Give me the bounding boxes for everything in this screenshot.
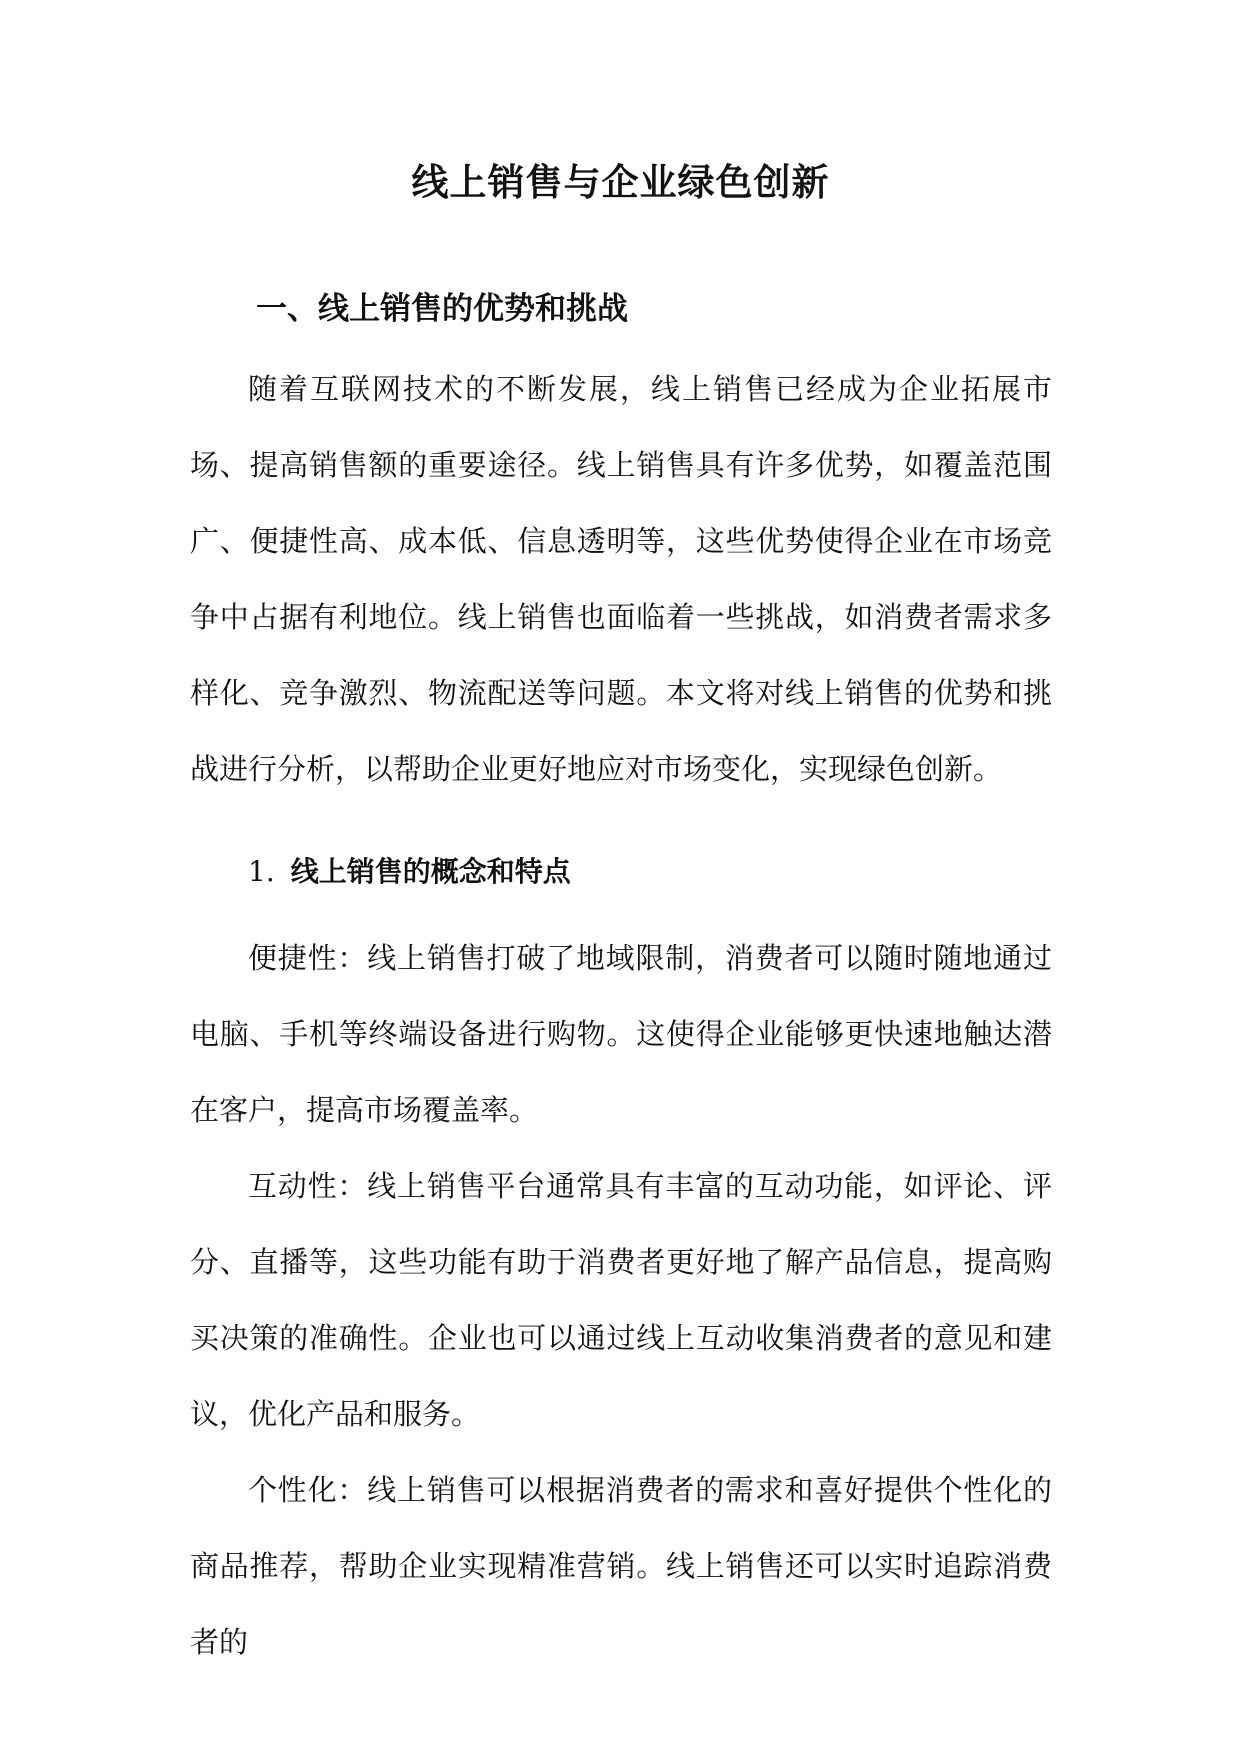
paragraph-personalization: 个性化：线上销售可以根据消费者的需求和喜好提供个性化的商品推荐，帮助企业实现精准营销。线上销售还可以实时追踪消费者的 <box>190 1473 1052 1659</box>
subsection-title: 线上销售的概念和特点 <box>290 855 571 888</box>
document-title: 线上销售与企业绿色创新 <box>411 160 830 204</box>
paragraph-convenience: 便捷性：线上销售打破了地域限制，消费者可以随时随地通过电脑、手机等终端设备进行购物。这使得企业能够更快速地触达潜在客户，提高市场覆盖率。 <box>190 941 1052 1127</box>
paragraph-interactivity: 互动性：线上销售平台通常具有丰富的互动功能，如评论、评分、直播等，这些功能有助于消费者更好地了解产品信息，提高购买决策的准确性。企业也可以通过线上互动收集消费者的意见和建议，优化产品和服务。 <box>190 1169 1052 1431</box>
subsection-heading <box>248 850 571 890</box>
section-heading: 一、线上销售的优势和挑战 <box>256 291 628 327</box>
intro-paragraph: 随着互联网技术的不断发展，线上销售已经成为企业拓展市场、提高销售额的重要途径。线上销售具有许多优势，如覆盖范围广、便捷性高、成本低、信息透明等，这些优势使得企业在市场竞争中占据有利地位。线上销售也面临着一些挑战，如消费者需求多样化、竞争激烈、物流配送等问题。本文将对线上销售的优势和挑战进行分析，以帮助企业更好地应对市场变化，实现绿色创新。 <box>190 372 1052 786</box>
subsection-number: 1. <box>248 855 275 888</box>
